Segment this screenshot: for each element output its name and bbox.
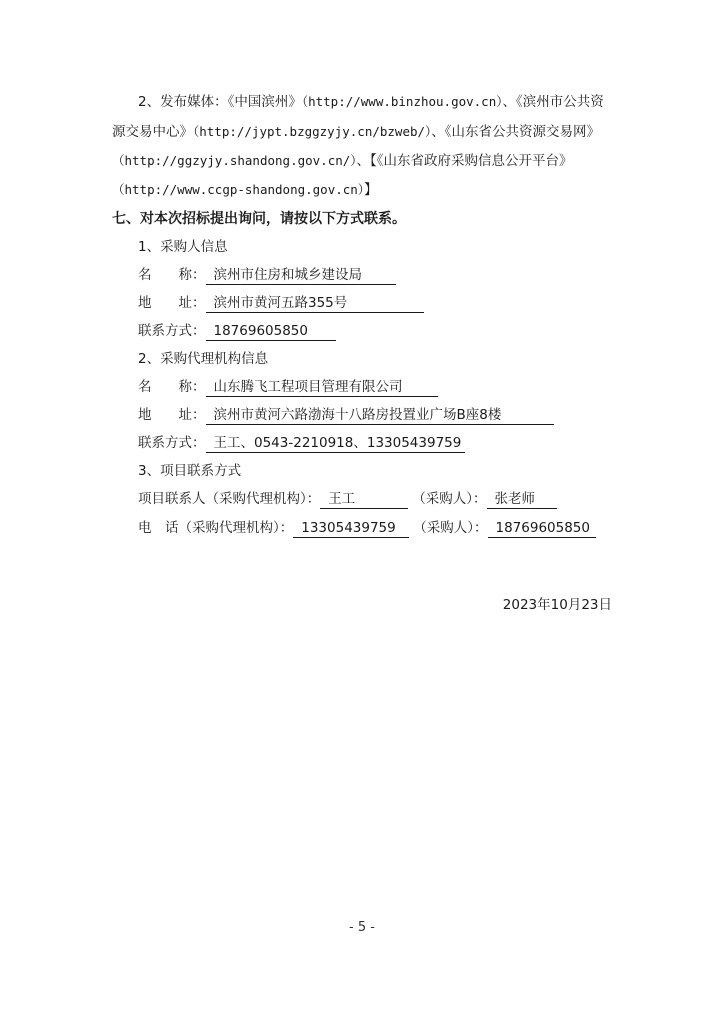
- field-label: 地 址：: [138, 295, 206, 311]
- agency-contact-value: 王工、0543-2210918、13305439759: [206, 435, 466, 453]
- agency-heading: 2、采购代理机构信息: [138, 351, 269, 367]
- project-phone-purchaser: 18769605850: [488, 520, 596, 538]
- agency-name-value: 山东腾飞工程项目管理有限公司: [206, 379, 438, 397]
- purchaser-contact-row: [138, 322, 336, 341]
- media-text: 源交易中心》: [112, 124, 193, 140]
- agency-contact-row: [138, 434, 465, 453]
- media-url: （http://ggzyjy.shandong.gov.cn/）: [112, 153, 357, 168]
- purchaser-address-value: 滨州市黄河五路355号: [206, 295, 424, 313]
- project-contact-heading: 3、项目联系方式: [138, 463, 242, 479]
- media-url: （http://jypt.bzggzyjy.cn/bzweb/）: [193, 124, 432, 139]
- agency-address-value: 滨州市黄河六路渤海十八路房投置业广场B座8楼: [206, 407, 554, 425]
- field-label: 名 称：: [138, 379, 206, 395]
- document-date: 2023年10月23日: [502, 597, 612, 613]
- field-label: 电 话（采购代理机构）：: [138, 520, 294, 536]
- media-text: 】: [364, 182, 378, 198]
- project-person-purchaser: 张老师: [487, 491, 557, 509]
- page-number: - 5 -: [349, 920, 375, 935]
- purchaser-contact-value: 18769605850: [206, 323, 336, 341]
- media-line-2: [112, 123, 600, 141]
- field-label: （采购人）：: [413, 520, 488, 536]
- agency-address-row: [138, 406, 554, 425]
- project-person-agency: 王工: [320, 491, 408, 509]
- media-text: 、《滨州市公共资: [502, 94, 604, 110]
- media-text: 、【《山东省政府采购信息公开平台》: [356, 153, 573, 169]
- media-url: （http://www.ccgp-shandong.gov.cn）: [112, 182, 365, 197]
- media-line-1: [138, 93, 604, 111]
- project-person-row: [138, 490, 557, 509]
- field-label: 项目联系人（采购代理机构）：: [138, 491, 321, 507]
- purchaser-name-value: 滨州市住房和城乡建设局: [206, 267, 396, 285]
- field-label: 联系方式：: [138, 435, 206, 451]
- project-phone-row: [138, 519, 596, 538]
- agency-name-row: [138, 378, 438, 397]
- media-line-3: [112, 152, 573, 170]
- project-phone-agency: 13305439759: [293, 520, 409, 538]
- section-heading: 七、对本次招标提出询问，请按以下方式联系。: [112, 211, 406, 227]
- media-url: （http://www.binzhou.gov.cn）: [301, 94, 503, 109]
- purchaser-heading: 1、采购人信息: [138, 239, 228, 255]
- media-line-4: [112, 181, 378, 199]
- purchaser-address-row: [138, 294, 424, 313]
- media-text: 、《山东省公共资源交易网》: [431, 124, 601, 140]
- field-label: （采购人）：: [412, 491, 487, 507]
- field-label: 名 称：: [138, 267, 206, 283]
- field-label: 地 址：: [138, 407, 206, 423]
- media-text: 2、发布媒体：《中国滨州》: [138, 94, 302, 110]
- purchaser-name-row: [138, 266, 396, 285]
- field-label: 联系方式：: [138, 323, 206, 339]
